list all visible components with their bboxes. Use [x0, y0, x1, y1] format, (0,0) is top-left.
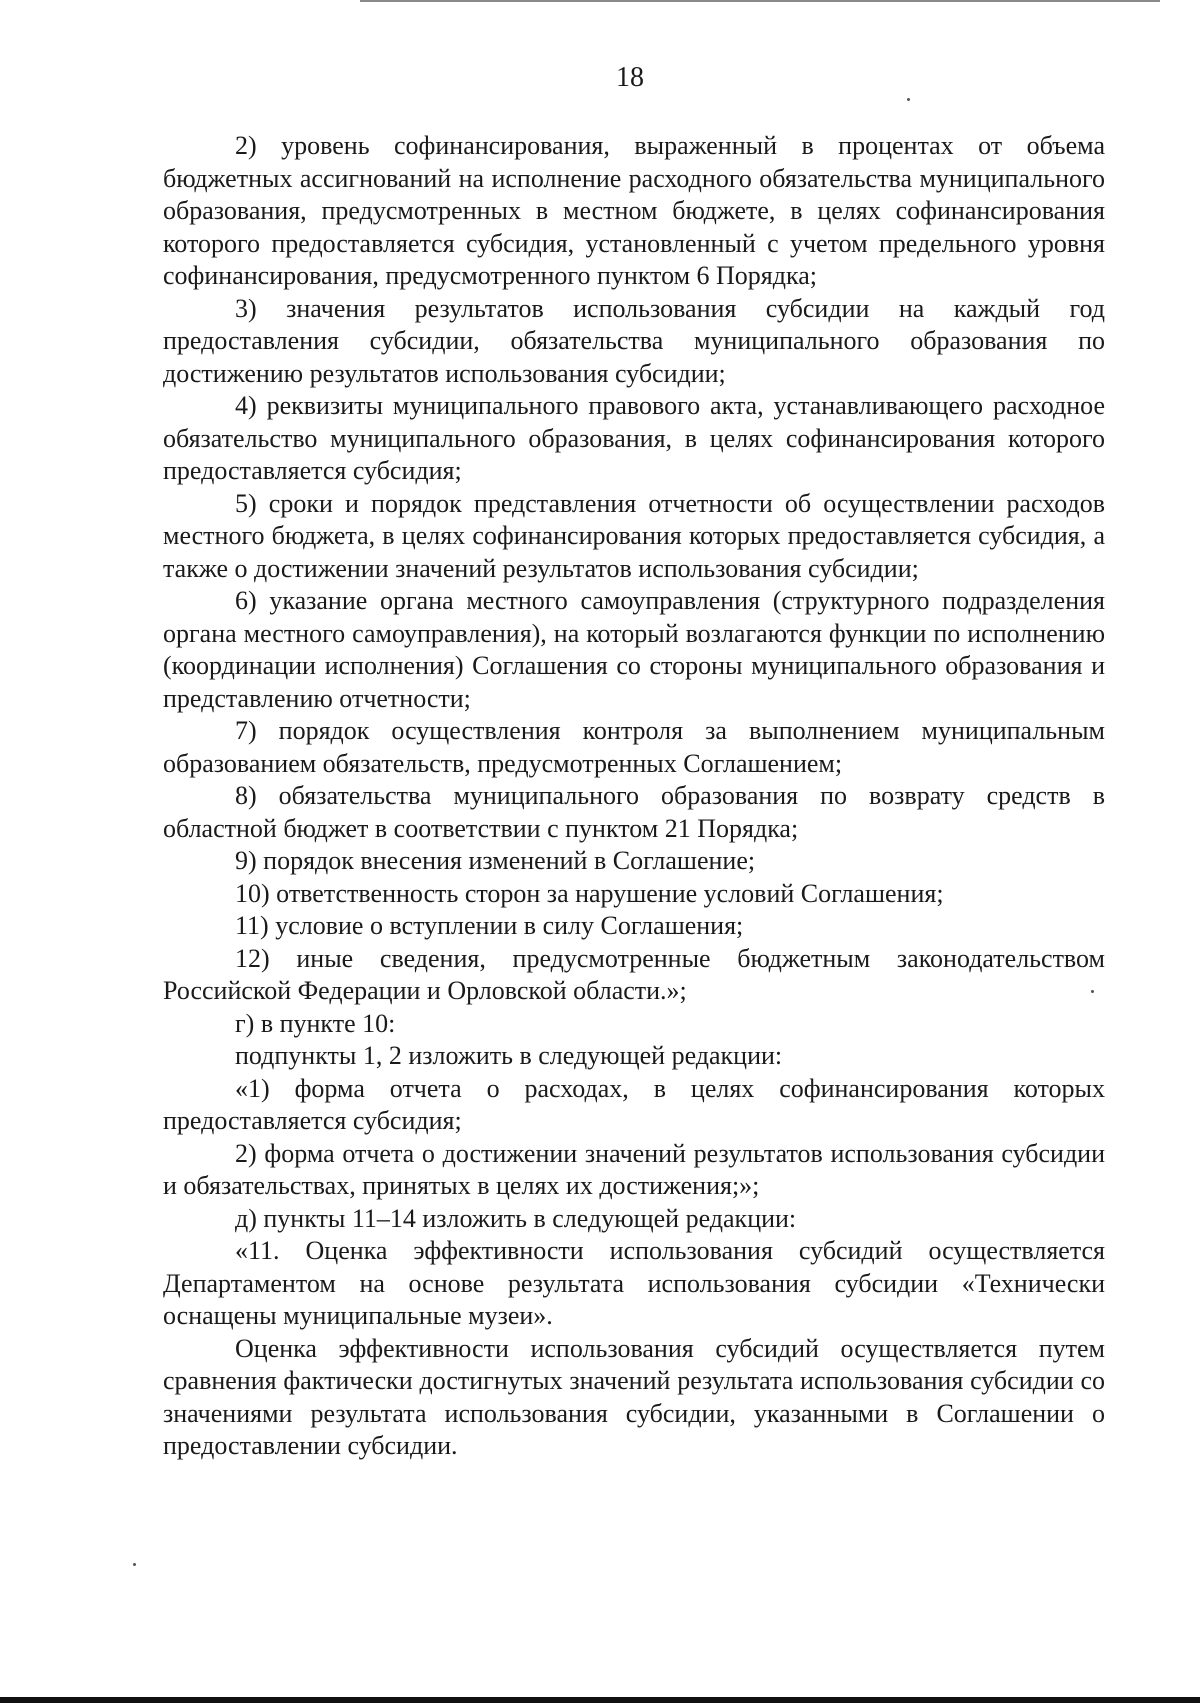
paragraph-item-4: 4) реквизиты муниципального правового акта, устанавливающего расходное обязательство муниципального образования, в целях софинансирования которого предоставляется субсидия;: [163, 391, 1105, 485]
paragraph-item-8: 8) обязательства муниципального образования по возврату средств в областной бюджет в соответствии с пунктом 21 Порядка;: [163, 781, 1105, 843]
paragraph-form-1: «1) форма отчета о расходах, в целях софинансирования которых предоставляется субсидия;: [163, 1073, 1105, 1135]
paragraph-item-7: 7) порядок осуществления контроля за выполнением муниципальным образованием обязательств, предусмотренных Соглашением;: [163, 716, 1105, 778]
scan-speck: [1091, 990, 1094, 993]
paragraph-item-2: 2) уровень софинансирования, выраженный в процентах от объема бюджетных ассигнований на исполнение расходного обязательства муниципального образования, предусмотренных в местном бюджете, в целях софинансирования которого предоставляется субсидия, установленный с учетом предельного уровня софинансирования, предусмотренного пунктом 6 Порядка;: [163, 131, 1105, 290]
paragraph-subclause-g: г) в пункте 10:: [235, 1008, 396, 1038]
paragraph-item-5: 5) сроки и порядок представления отчетности об осуществлении расходов местного бюджета, в целях софинансирования которых предоставляется субсидия, а также о достижении значений результатов использования субсидии;: [163, 488, 1105, 583]
paragraph-point-11: «11. Оценка эффективности использования субсидий осуществляется Департаментом на основе результата использования субсидии «Технически оснащены муниципальные музеи».: [163, 1236, 1105, 1330]
paragraph-item-10: 10) ответственность сторон за нарушение условий Соглашения;: [235, 878, 944, 908]
page-number: 18: [616, 62, 644, 93]
paragraph-item-9: 9) порядок внесения изменений в Соглашение;: [235, 846, 756, 875]
paragraph-form-2: 2) форма отчета о достижении значений результатов использования субсидии и обязательствах, принятых в целях их достижения;»;: [163, 1138, 1105, 1200]
scan-speck: [133, 1563, 136, 1566]
top-scan-edge: [360, 0, 1160, 2]
document-body: [163, 130, 1105, 1463]
paragraph-evaluation: Оценка эффективности использования субсидий осуществляется путем сравнения фактически достигнутых значений результата использования субсидии со значениями результата использования субсидии, указанными в Соглашении о предоставлении субсидии.: [163, 1333, 1105, 1460]
paragraph-item-6: 6) указание органа местного самоуправления (структурного подразделения органа местного самоуправления), на который возлагаются функции по исполнению (координации исполнения) Соглашения со стороны муниципального образования и представлению отчетности;: [163, 586, 1105, 713]
paragraph-item-12: 12) иные сведения, предусмотренные бюджетным законодательством Российской Федерации и Орловской области.»;: [163, 943, 1105, 1005]
paragraph-subclause-d: д) пункты 11–14 изложить в следующей редакции:: [235, 1203, 797, 1233]
bottom-scan-edge: [0, 1697, 1200, 1703]
paragraph-item-11: 11) условие о вступлении в силу Соглашения;: [235, 911, 744, 940]
scan-speck: [907, 98, 910, 101]
paragraph-item-3: 3) значения результатов использования субсидии на каждый год предоставления субсидии, обязательства муниципального образования по достижению результатов использования субсидии;: [163, 293, 1105, 388]
paragraph-subclause-intro: подпункты 1, 2 изложить в следующей редакции:: [235, 1041, 783, 1070]
